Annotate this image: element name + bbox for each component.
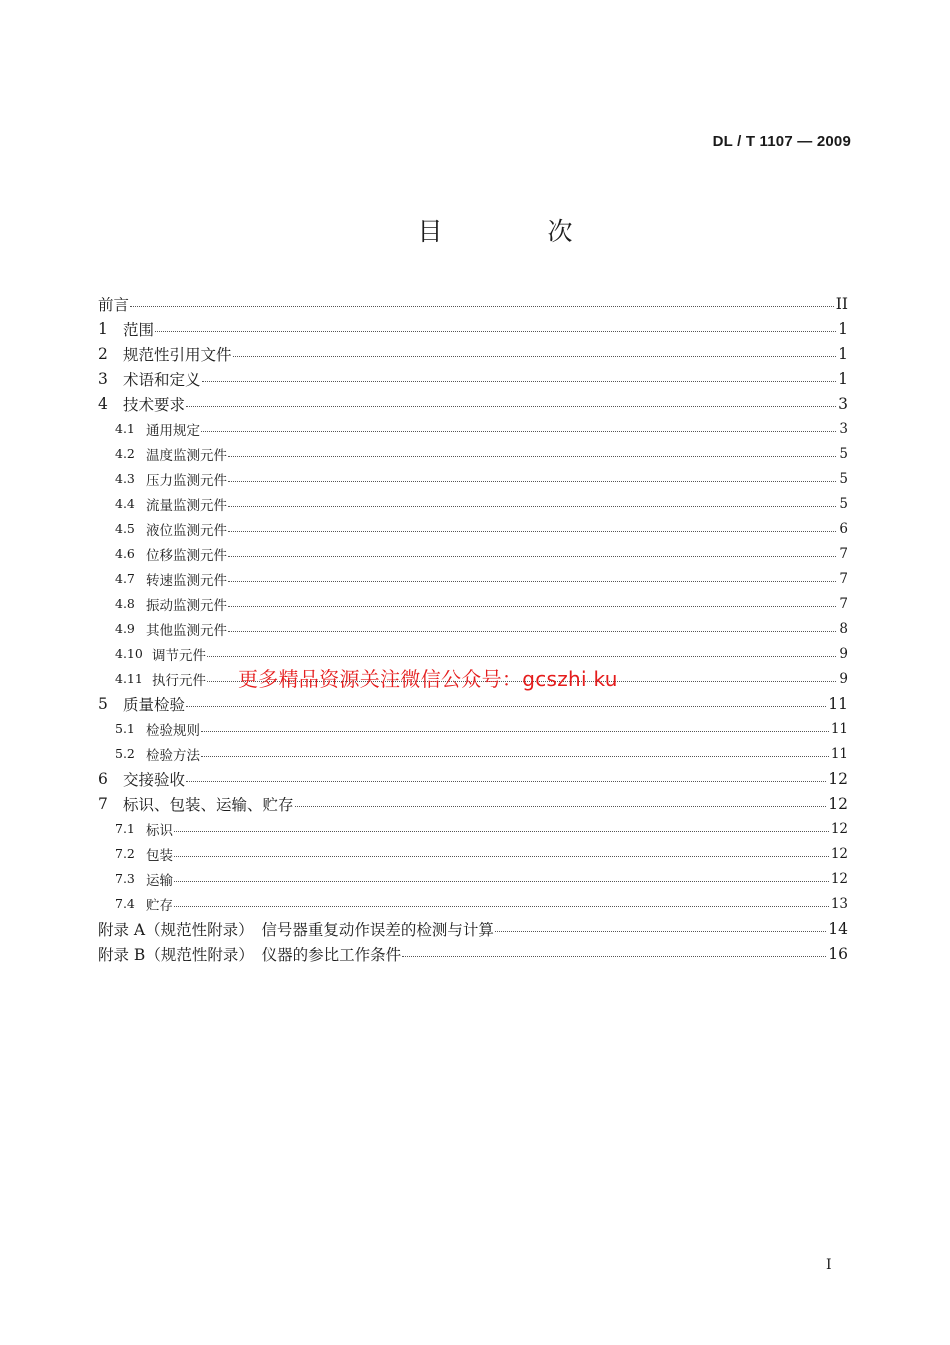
toc-entry[interactable]	[98, 941, 848, 966]
toc-entry-label: 检验规则	[146, 722, 200, 739]
toc-entry[interactable]	[98, 841, 848, 866]
toc-entry-number: 4.6	[115, 546, 135, 561]
toc-entry[interactable]	[98, 616, 848, 641]
toc-entry-number: 3	[98, 369, 108, 388]
dot-leader	[228, 581, 836, 582]
toc-entry-page: 9	[839, 645, 848, 662]
toc-entry-label: 规范性引用文件	[123, 345, 232, 364]
toc-entry-label: 振动监测元件	[146, 597, 227, 614]
toc-entry-number: 4.7	[115, 571, 135, 586]
toc-entry[interactable]	[98, 566, 848, 591]
toc-entry-page: 3	[838, 394, 848, 413]
dot-leader	[295, 806, 827, 807]
toc-entry-label: 流量监测元件	[146, 497, 227, 514]
toc-entry-number: 1	[98, 319, 108, 338]
toc-entry-label: 其他监测元件	[146, 622, 227, 639]
toc-entry-page: 12	[830, 845, 848, 862]
toc-entry[interactable]	[98, 316, 848, 341]
toc-entry[interactable]	[98, 516, 848, 541]
toc-entry-page: 12	[830, 870, 848, 887]
dot-leader	[402, 956, 826, 957]
toc-entry[interactable]	[98, 291, 848, 316]
toc-entry-number: 7.1	[115, 821, 135, 836]
toc-entry[interactable]	[98, 391, 848, 416]
toc-entry-label: 贮存	[146, 897, 173, 914]
toc-entry-page: II	[835, 294, 848, 313]
dot-leader	[202, 381, 836, 382]
toc-entry[interactable]	[98, 466, 848, 491]
toc-entry-page: 11	[830, 745, 848, 762]
dot-leader	[174, 831, 829, 832]
dot-leader	[155, 331, 836, 332]
dot-leader	[201, 731, 829, 732]
toc-entry-number: 4.10	[115, 646, 143, 661]
dot-leader	[228, 456, 836, 457]
toc-entry-number: 5.1	[115, 721, 135, 736]
toc-entry[interactable]	[98, 766, 848, 791]
toc-entry[interactable]	[98, 716, 848, 741]
standard-code: DL / T 1107 — 2009	[712, 133, 851, 150]
toc-entry-page: 9	[839, 670, 848, 687]
toc-entry-label: 标识、包装、运输、贮存	[123, 795, 294, 814]
dot-leader	[130, 306, 834, 307]
dot-leader	[186, 706, 826, 707]
toc-entry-page: 11	[828, 694, 848, 713]
toc-entry-page: 12	[828, 794, 848, 813]
toc-entry-page: 12	[828, 769, 848, 788]
toc-entry-label: 技术要求	[123, 395, 186, 414]
dot-leader	[228, 481, 836, 482]
toc-entry-label: 交接验收	[123, 770, 186, 789]
toc-entry-page: 6	[839, 520, 848, 537]
toc-entry-label: 通用规定	[146, 422, 200, 439]
toc-entry-number: 4.4	[115, 496, 135, 511]
footer-page-number: I	[826, 1257, 832, 1273]
toc-entry-number: 5	[98, 694, 108, 713]
dot-leader	[207, 656, 836, 657]
toc-entry-page: 16	[828, 944, 848, 963]
toc-entry-number: 7.4	[115, 896, 135, 911]
toc-entry[interactable]	[98, 916, 848, 941]
toc-entry[interactable]	[98, 591, 848, 616]
toc-entry-label: 前言	[98, 295, 130, 314]
toc-entry-label: 执行元件	[152, 672, 206, 689]
toc-entry-page: 3	[839, 420, 848, 437]
toc-entry-label: 质量检验	[123, 695, 186, 714]
toc-entry-number: 4.9	[115, 621, 135, 636]
toc-entry[interactable]	[98, 891, 848, 916]
toc-entry-number: 4.2	[115, 446, 135, 461]
toc-entry-label: 压力监测元件	[146, 472, 227, 489]
toc-entry-page: 1	[838, 369, 848, 388]
toc-entry-label: 附录 B（规范性附录） 仪器的参比工作条件	[98, 945, 402, 964]
toc-entry[interactable]	[98, 491, 848, 516]
watermark-text: 更多精品资源关注微信公众号：gcszhi ku	[238, 667, 618, 691]
toc-entry-number: 7.3	[115, 871, 135, 886]
dot-leader	[495, 931, 826, 932]
toc-entry-label: 范围	[123, 320, 155, 339]
toc-entry[interactable]	[98, 741, 848, 766]
toc-entry[interactable]	[98, 441, 848, 466]
dot-leader	[228, 556, 836, 557]
toc-entry-number: 4.11	[115, 671, 143, 686]
toc-entry-label: 液位监测元件	[146, 522, 227, 539]
toc-entry-label: 运输	[146, 872, 173, 889]
dot-leader	[174, 906, 829, 907]
dot-leader	[174, 856, 829, 857]
toc-entry-label: 温度监测元件	[146, 447, 227, 464]
toc-entry-number: 4.5	[115, 521, 135, 536]
toc-entry[interactable]	[98, 341, 848, 366]
toc-entry-number: 7.2	[115, 846, 135, 861]
dot-leader	[228, 606, 836, 607]
dot-leader	[201, 431, 836, 432]
dot-leader	[186, 406, 836, 407]
dot-leader	[233, 356, 836, 357]
toc-entry-number: 4.8	[115, 596, 135, 611]
toc-entry-number: 2	[98, 344, 108, 363]
toc-entry-page: 7	[839, 570, 848, 587]
toc-entry-page: 5	[839, 495, 848, 512]
toc-entry-number: 5.2	[115, 746, 135, 761]
toc-entry-number: 4.3	[115, 471, 135, 486]
toc-entry-number: 4.1	[115, 421, 135, 436]
toc-entry[interactable]	[98, 416, 848, 441]
toc-entry-page: 12	[830, 820, 848, 837]
toc-entry-page: 14	[828, 919, 848, 938]
toc-entry-label: 调节元件	[152, 647, 206, 664]
dot-leader	[228, 631, 836, 632]
toc-entry[interactable]	[98, 791, 848, 816]
toc-entry-label: 检验方法	[146, 747, 200, 764]
dot-leader	[228, 531, 836, 532]
toc-entry-label: 转速监测元件	[146, 572, 227, 589]
toc-entry[interactable]	[98, 541, 848, 566]
toc-entry[interactable]	[98, 866, 848, 891]
table-of-contents	[98, 291, 848, 966]
toc-entry-label: 术语和定义	[123, 370, 201, 389]
toc-entry-label: 附录 A（规范性附录） 信号器重复动作误差的检测与计算	[98, 920, 494, 939]
dot-leader	[201, 756, 829, 757]
dot-leader	[186, 781, 826, 782]
toc-entry-page: 7	[839, 595, 848, 612]
toc-entry-page: 7	[839, 545, 848, 562]
toc-entry-page: 1	[838, 344, 848, 363]
toc-entry-label: 包装	[146, 847, 173, 864]
toc-entry-number: 7	[98, 794, 108, 813]
toc-entry[interactable]	[98, 691, 848, 716]
toc-entry-page: 5	[839, 470, 848, 487]
toc-entry-page: 8	[839, 620, 848, 637]
toc-entry[interactable]	[98, 366, 848, 391]
toc-entry-page: 5	[839, 445, 848, 462]
dot-leader	[228, 506, 836, 507]
toc-entry-page: 11	[830, 720, 848, 737]
toc-entry-page: 1	[838, 319, 848, 338]
toc-entry-label: 标识	[146, 822, 173, 839]
toc-entry-number: 4	[98, 394, 108, 413]
toc-entry-number: 6	[98, 769, 108, 788]
toc-entry-page: 13	[830, 895, 848, 912]
toc-entry-label: 位移监测元件	[146, 547, 227, 564]
dot-leader	[174, 881, 829, 882]
page-title: 目 次	[417, 217, 613, 246]
toc-entry[interactable]	[98, 816, 848, 841]
